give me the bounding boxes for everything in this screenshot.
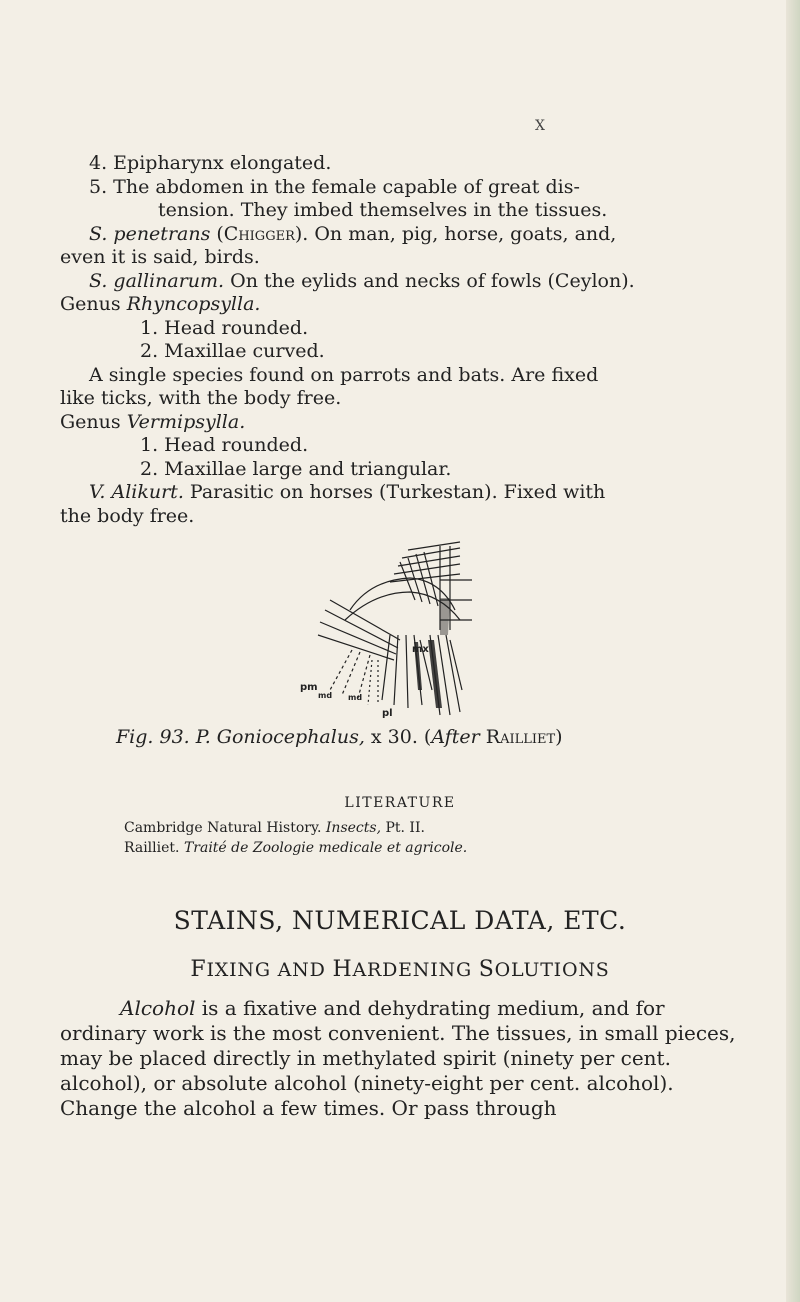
literature-heading: LITERATURE xyxy=(344,795,456,811)
literature-ref xyxy=(124,838,744,858)
body-text xyxy=(60,152,750,528)
text-fragment: Genus xyxy=(60,410,127,433)
text-line: 2. Maxillae large and triangular. xyxy=(140,457,452,480)
text-fragment: H xyxy=(332,957,353,982)
genus-heading xyxy=(60,293,750,317)
label-md-1: md xyxy=(318,691,333,700)
text-fragment: S xyxy=(478,957,495,982)
ref-author: Railliet. xyxy=(124,840,180,856)
ref-title: Insects, xyxy=(325,820,382,836)
ref-author: Cambridge Natural History. xyxy=(124,820,322,836)
literature-list xyxy=(124,818,744,858)
text-line: like ticks, with the body free. xyxy=(60,387,342,409)
paragraph-lead: Alcohol xyxy=(120,996,196,1020)
text-line: 4. Epipharynx elongated. xyxy=(89,152,332,174)
page-edge xyxy=(786,0,800,1302)
section-heading: STAINS, NUMERICAL DATA, ETC. xyxy=(173,906,627,935)
caption-magnification: x 30. ( xyxy=(364,726,432,748)
text-line: A single species found on parrots and bats. Are fixed xyxy=(89,363,599,386)
genus-name: Rhyncopsylla. xyxy=(126,293,261,315)
page-number: X xyxy=(535,118,545,134)
paragraph-body: is a fixative and dehydrating medium, and for ordinary work is the most convenient. The tissues, in small pieces, may be placed directly in methylated spirit (ninety per cent. alcohol), or absolute alcohol (ninety-eight per cent. alcohol). Change the alcohol a few times. Or pass through xyxy=(60,996,736,1120)
species-name: V. Alikurt. xyxy=(89,481,184,503)
subsection-heading xyxy=(0,957,800,982)
common-name: Chigger xyxy=(223,222,295,245)
text-fragment: Parasitic on horses (Turkestan). Fixed with xyxy=(183,481,606,503)
text-line: 1. Head rounded. xyxy=(140,316,309,339)
caption-author: Railliet xyxy=(479,726,556,748)
label-md-2: md xyxy=(348,693,363,702)
label-mx: mx xyxy=(412,644,429,655)
text-fragment: F xyxy=(190,957,207,982)
text-fragment: On the eylids and necks of fowls (Ceylon). xyxy=(224,269,635,292)
text-fragment: IXING AND xyxy=(206,959,333,981)
literature-ref xyxy=(124,818,744,838)
caption-after: After xyxy=(431,726,480,748)
caption-fig-number: Fig. 93. xyxy=(116,726,190,748)
genus-heading xyxy=(60,411,750,435)
caption-species: P. Goniocephalus, xyxy=(195,726,365,748)
flea-head-drawing xyxy=(290,540,490,720)
caption-close: ) xyxy=(555,726,563,748)
genus-name: Vermipsylla. xyxy=(126,410,246,433)
label-pm: pm xyxy=(300,682,318,693)
figure-caption xyxy=(116,726,756,748)
text-line xyxy=(60,270,750,294)
text-line: 2. Maxillae curved. xyxy=(140,340,325,362)
text-fragment: ). On man, pig, horse, goats, and, xyxy=(294,222,617,245)
figure-93-illustration xyxy=(290,540,490,720)
text-line xyxy=(60,481,750,505)
alcohol-paragraph xyxy=(60,996,750,1121)
text-line: tension. They imbed themselves in the tissues. xyxy=(158,199,608,221)
text-line: the body free. xyxy=(60,504,195,527)
text-line: 1. Head rounded. xyxy=(140,434,309,456)
label-pl: pl xyxy=(382,708,393,719)
text-line: 5. The abdomen in the female capable of great dis- xyxy=(89,175,580,198)
text-fragment: Genus xyxy=(60,293,127,315)
ref-title: Traité de Zoologie medicale et agricole. xyxy=(183,840,468,856)
species-name: S. penetrans xyxy=(89,222,211,245)
text-line xyxy=(60,223,750,247)
text-fragment: ( xyxy=(210,222,224,245)
ref-rest: Pt. II. xyxy=(381,820,425,836)
species-name: S. gallinarum. xyxy=(89,269,225,292)
text-line: even it is said, birds. xyxy=(60,246,260,268)
text-fragment: OLUTIONS xyxy=(494,959,610,981)
text-fragment: ARDENING xyxy=(352,959,479,981)
paragraph-text xyxy=(60,996,750,1121)
